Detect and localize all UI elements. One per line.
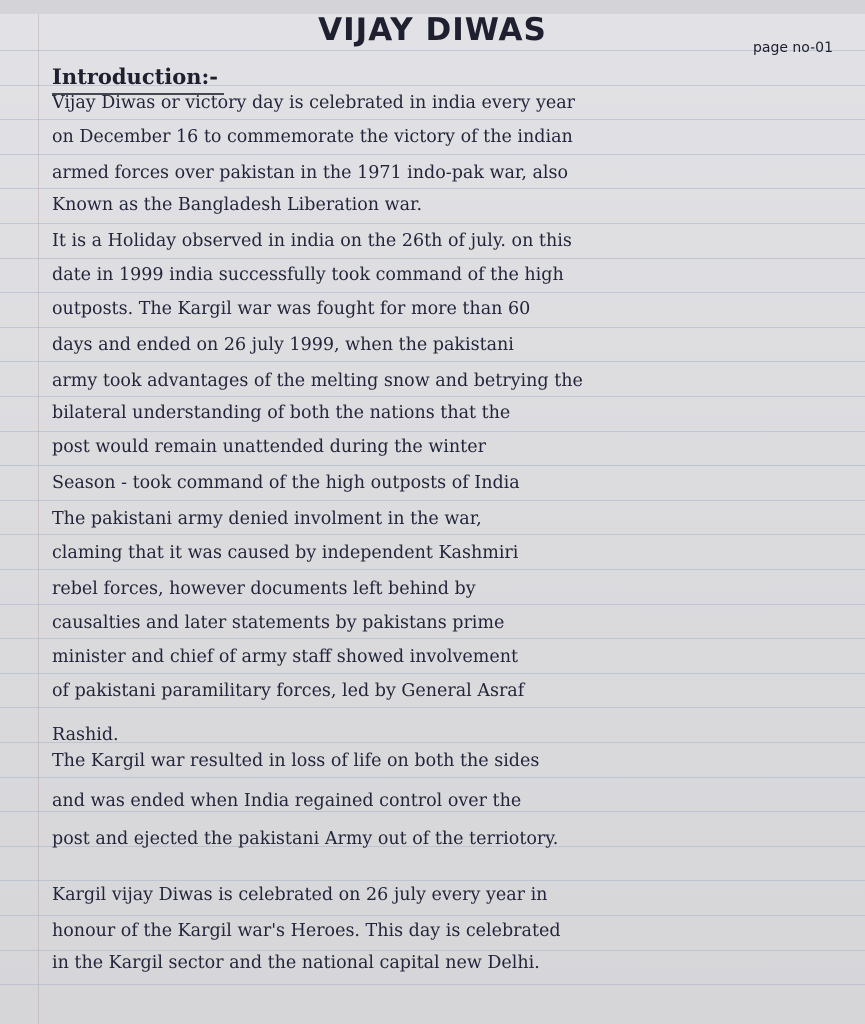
page-title: VIJAY DIWAS xyxy=(318,12,547,48)
ruled-line xyxy=(0,119,865,120)
ruled-line xyxy=(0,673,865,674)
ruled-line xyxy=(0,154,865,155)
text-line: bilateral understanding of both the nations that the xyxy=(52,403,511,423)
ruled-line xyxy=(0,292,865,293)
ruled-line xyxy=(0,569,865,570)
ruled-line xyxy=(0,258,865,259)
text-line: rebel forces, however documents left behind by xyxy=(52,579,476,599)
ruled-line xyxy=(0,500,865,501)
ruled-line xyxy=(0,880,865,881)
text-line: The Kargil war resulted in loss of life on both the sides xyxy=(52,751,540,771)
text-line: on December 16 to commemorate the victory of the indian xyxy=(52,127,573,147)
ruled-line xyxy=(0,915,865,916)
ruled-line xyxy=(0,361,865,362)
ruled-line xyxy=(0,223,865,224)
text-line: It is a Holiday observed in india on the 26th of july. on this xyxy=(52,231,572,251)
text-line: army took advantages of the melting snow and betrying the xyxy=(52,371,583,391)
text-line: Vijay Diwas or victory day is celebrated in india every year xyxy=(52,93,575,113)
text-line: outposts. The Kargil war was fought for more than 60 xyxy=(52,299,531,319)
ruled-line xyxy=(0,638,865,639)
text-line: of pakistani paramilitary forces, led by General Asraf xyxy=(52,681,525,701)
text-line: The pakistani army denied involment in the war, xyxy=(52,509,482,529)
text-line: Season - took command of the high outposts of India xyxy=(52,473,520,493)
ruled-line xyxy=(0,188,865,189)
text-line: armed forces over pakistan in the 1971 indo-pak war, also xyxy=(52,163,569,183)
ruled-line xyxy=(0,534,865,535)
text-line: days and ended on 26 july 1999, when the pakistani xyxy=(52,335,514,355)
ruled-line xyxy=(0,604,865,605)
text-line: Known as the Bangladesh Liberation war. xyxy=(52,195,423,215)
text-line: honour of the Kargil war's Heroes. This day is celebrated xyxy=(52,921,561,941)
text-line: post would remain unattended during the winter xyxy=(52,437,486,457)
ruled-line xyxy=(0,707,865,708)
text-line: in the Kargil sector and the national capital new Delhi. xyxy=(52,953,540,973)
text-line: and was ended when India regained control over the xyxy=(52,791,522,811)
ruled-line xyxy=(0,777,865,778)
text-line: Kargil vijay Diwas is celebrated on 26 july every year in xyxy=(52,885,548,905)
text-line: causalties and later statements by pakistans prime xyxy=(52,613,505,633)
text-line: claming that it was caused by independent Kashmiri xyxy=(52,543,519,563)
section-heading: Introduction:- xyxy=(52,64,219,89)
ruled-line xyxy=(0,465,865,466)
ruled-line xyxy=(0,984,865,985)
ruled-line xyxy=(0,327,865,328)
text-line: minister and chief of army staff showed involvement xyxy=(52,647,519,667)
text-line: Rashid. xyxy=(52,725,119,745)
margin-line xyxy=(38,14,39,1024)
ruled-line xyxy=(0,396,865,397)
page-number: page no-01 xyxy=(753,40,833,56)
ruled-line xyxy=(0,50,865,51)
text-line: date in 1999 india successfully took command of the high xyxy=(52,265,564,285)
ruled-line xyxy=(0,431,865,432)
text-line: post and ejected the pakistani Army out of the terriotory. xyxy=(52,829,559,849)
ruled-line xyxy=(0,950,865,951)
